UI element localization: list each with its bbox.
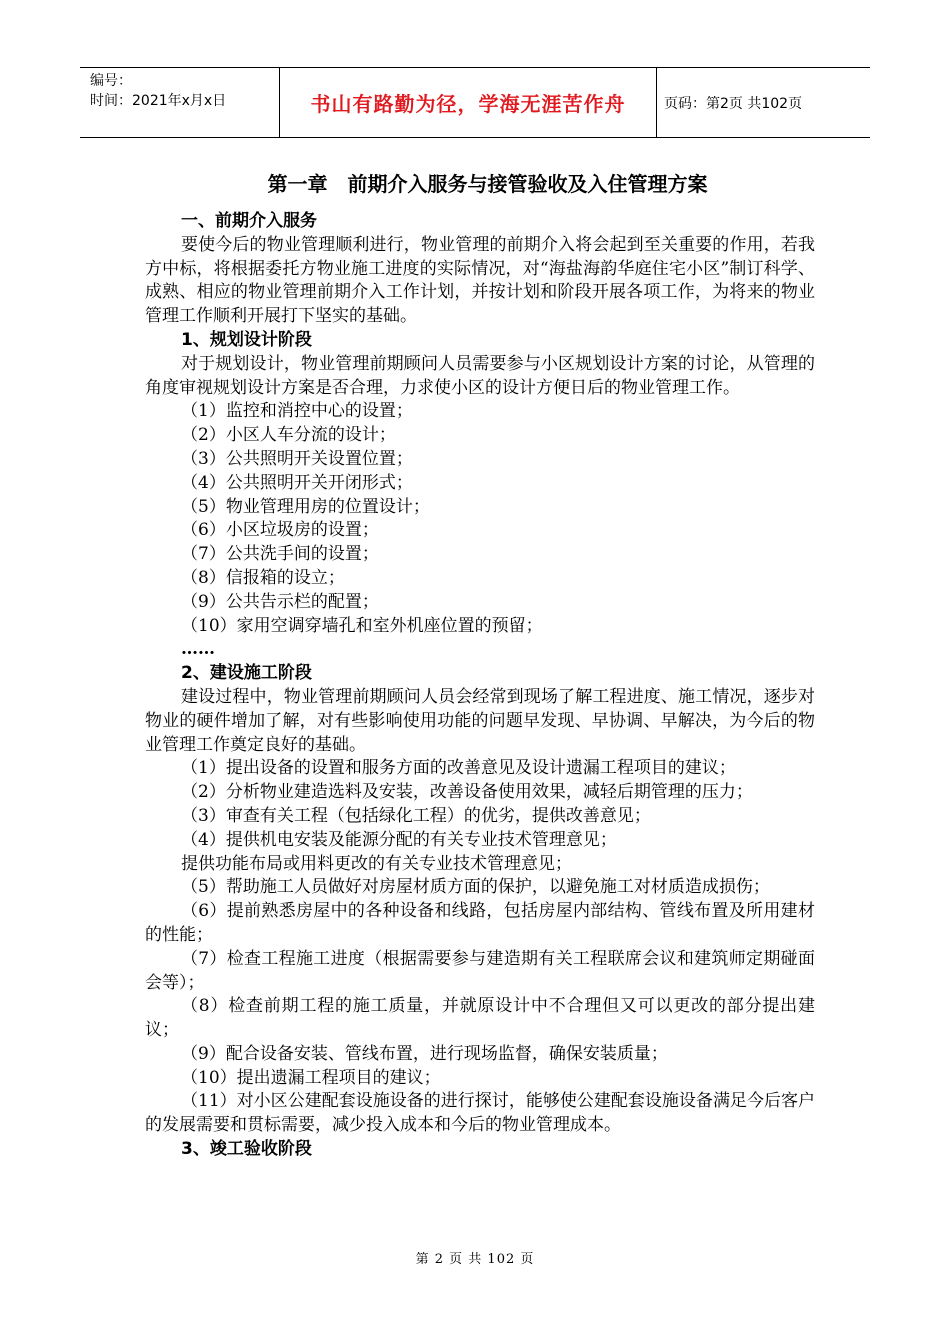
- list-item: （6）提前熟悉房屋中的各种设备和线路，包括房屋内部结构、管线布置及所用建材的性能；: [145, 901, 815, 945]
- header-motto: 书山有路勤为径，学海无涯苦作舟: [280, 68, 657, 137]
- list-item: 提供功能布局或用料更改的有关专业技术管理意见；: [181, 853, 572, 874]
- header-page-info: 页码：第2页 共102页: [664, 95, 803, 112]
- section-heading: 一、前期介入服务: [181, 211, 317, 231]
- list-item: （2）分析物业建造选料及安装，改善设备使用效果，减轻后期管理的压力；: [181, 782, 753, 803]
- list-item: （9）公共告示栏的配置；: [181, 591, 379, 612]
- list-item: （1）提出设备的设置和服务方面的改善意见及设计遗漏工程项目的建议；: [181, 758, 736, 779]
- list-item: （10）家用空调穿墙孔和室外机座位置的预留；: [181, 615, 543, 636]
- list-item: （7）检查工程施工进度（根据需要参与建造期有关工程联席会议和建筑师定期碰面会等）；: [145, 948, 815, 993]
- page-header: [80, 67, 870, 138]
- list-item: （4）公共照明开关开闭形式；: [181, 472, 413, 493]
- chapter-title: 第一章 前期介入服务与接管验收及入住管理方案: [267, 172, 708, 196]
- list-item: （3）公共照明开关设置位置；: [181, 448, 413, 469]
- document-body: [145, 168, 815, 1162]
- stage-heading: 2、建设施工阶段: [181, 663, 312, 684]
- list-item: （9）配合设备安装、管线布置，进行现场监督，确保安装质量；: [181, 1043, 668, 1064]
- section-intro: 要使今后的物业管理顺利进行，物业管理的前期介入将会起到至关重要的作用，若我方中标，将根据委托方物业施工进度的实际情况，对“海盐海韵华庭住宅小区”制订科学、成熟、相应的物业管理前期介入工作计划，并按计划和阶段开展各项工作，为将来的物业管理工作顺利开展打下坚实的基础。: [145, 234, 815, 327]
- stage-heading: 1、规划设计阶段: [181, 329, 312, 350]
- header-meta: [80, 68, 280, 137]
- stage-intro: 建设过程中，物业管理前期顾问人员会经常到现场了解工程进度、施工情况，逐步对物业的硬件增加了解，对有些影响使用功能的问题早发现、早协调、早解决，为今后的物业管理工作奠定良好的基础。: [145, 686, 815, 755]
- list-item: （10）提出遗漏工程项目的建议；: [181, 1067, 441, 1088]
- list-item: （3）审查有关工程（包括绿化工程）的优劣，提供改善意见；: [181, 805, 651, 826]
- stage-intro: 对于规划设计，物业管理前期顾问人员需要参与小区规划设计方案的讨论，从管理的角度审视规划设计方案是否合理，力求使小区的设计方便日后的物业管理工作。: [145, 353, 815, 398]
- stage-heading: 3、竣工验收阶段: [181, 1139, 312, 1160]
- list-item: （2）小区人车分流的设计；: [181, 425, 396, 446]
- list-item: （1）监控和消控中心的设置；: [181, 401, 413, 422]
- list-item: （5）帮助施工人员做好对房屋材质方面的保护，以避免施工对材质造成损伤；: [181, 877, 770, 898]
- list-item: （7）公共洗手间的设置；: [181, 544, 379, 565]
- ellipsis: ……: [181, 639, 215, 660]
- list-item: （4）提供机电安装及能源分配的有关专业技术管理意见；: [181, 829, 617, 850]
- list-item: （6）小区垃圾房的设置；: [181, 520, 379, 541]
- list-item: （8）检查前期工程的施工质量，并就原设计中不合理但又可以更改的部分提出建议；: [145, 996, 815, 1041]
- number-label: 编号：: [90, 73, 132, 89]
- list-item: （8）信报箱的设立；: [181, 567, 345, 588]
- list-item: （11）对小区公建配套设施设备的进行探讨，能够使公建配套设施设备满足今后客户的发展需要和贯标需要，减少投入成本和今后的物业管理成本。: [145, 1091, 815, 1136]
- time-label: 时间：2021年x月x日: [90, 93, 227, 109]
- list-item: （5）物业管理用房的位置设计；: [181, 496, 430, 517]
- page-footer: 第 2 页 共 102 页: [415, 1252, 535, 1267]
